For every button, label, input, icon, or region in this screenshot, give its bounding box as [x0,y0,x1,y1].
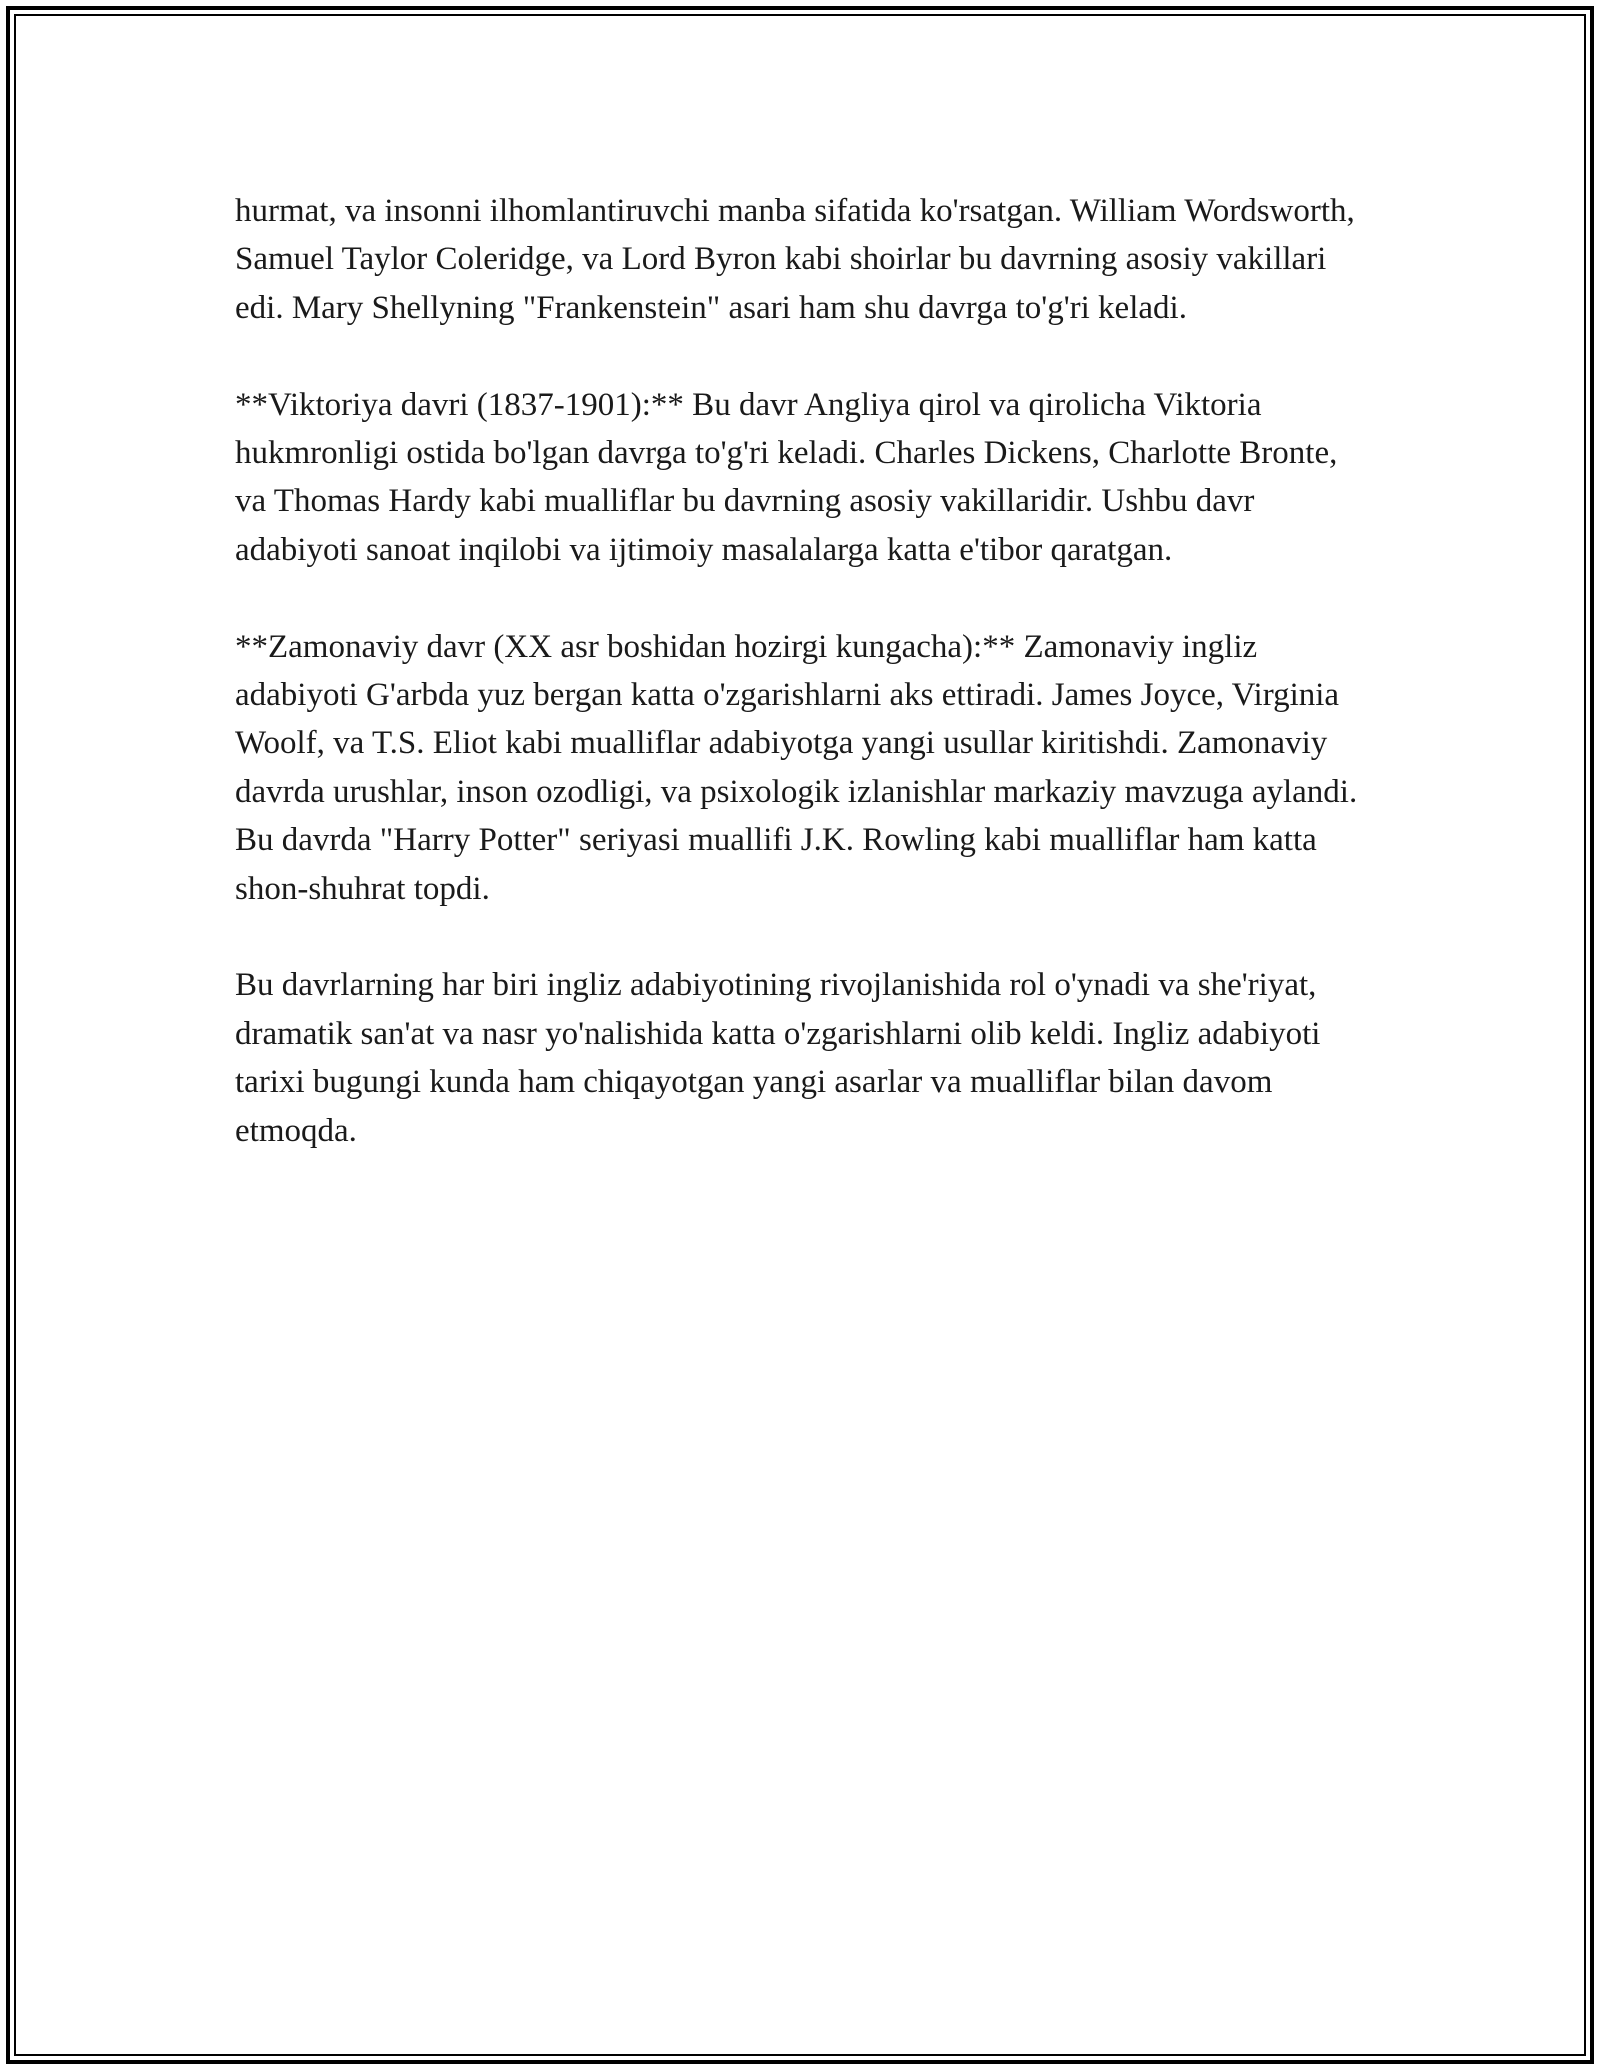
paragraph-conclusion: Bu davrlarning har biri ingliz adabiyotining rivojlanishida rol o'ynadi va she'riyat, dramatik san'at va nasr yo'nalishida katta o'zgarishlarni olib keldi. Ingliz adabiyoti tarixi bugungi kunda ham chiqayotgan yangi asarlar va mualliflar bilan davom etmoqda. [235,967,1321,1149]
paragraph-modern-era: **Zamonaviy davr (XX asr boshidan hozirgi kungacha):** Zamonaviy ingliz adabiyoti G'arbda yuz bergan katta o'zgarishlarni aks ettiradi. James Joyce, Virginia Woolf, va T.S. Eliot kabi mualliflar adabiyotga yangi usullar kiritishdi. Zamonaviy davrda urushlar, inson ozodligi, va psixologik izlanishlar markaziy mavzuga aylandi. Bu davrda "Harry Potter" seriyasi muallifi J.K. Rowling kabi mualliflar ham katta shon-shuhrat topdi. [235,628,1358,907]
paragraph-victorian-era: **Viktoriya davri (1837-1901):** Bu davr Angliya qirol va qirolicha Viktoria hukmronligi ostida bo'lgan davrga to'g'ri keladi. Charles Dickens, Charlotte Bronte, va Thomas Hardy kabi mualliflar bu davrning asosiy vakillaridir. Ushbu davr adabiyoti sanoat inqilobi va ijtimoiy masalalarga katta e'tibor qaratgan. [235,386,1338,568]
paragraph-romanticism-continued: hurmat, va insonni ilhomlantiruvchi manba sifatida ko'rsatgan. William Wordsworth, Samuel Taylor Coleridge, va Lord Byron kabi shoirlar bu davrning asosiy vakillari edi. Mary Shellyning "Frankenstein" asari ham shu davrga to'g'ri keladi. [235,193,1355,326]
document-body [235,187,1370,1203]
